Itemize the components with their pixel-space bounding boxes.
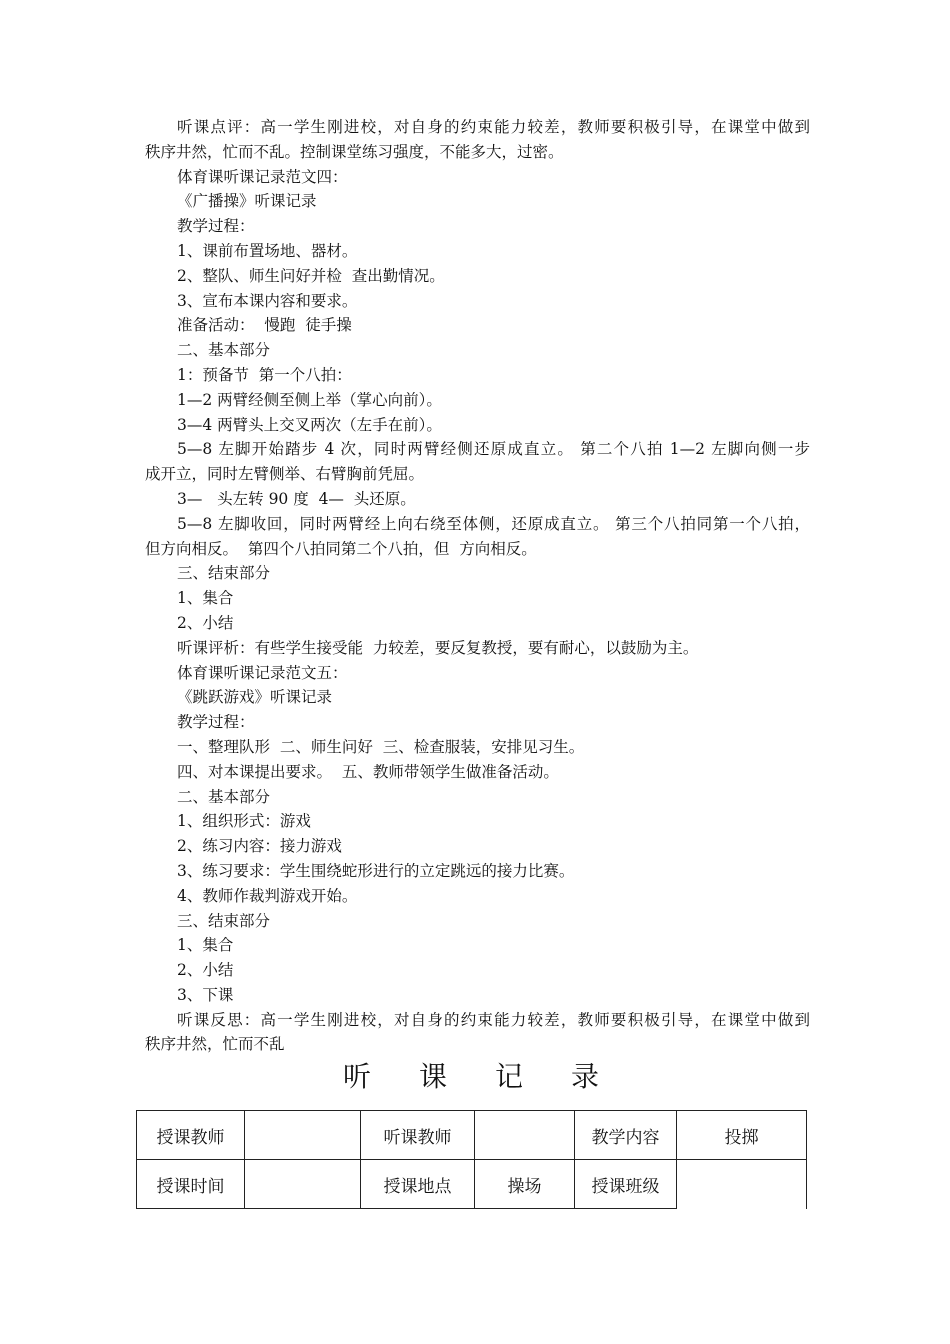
lesson-record-table (136, 1110, 807, 1209)
text-line: 教学过程： (177, 217, 255, 236)
table-cell: 听课教师 (361, 1111, 475, 1160)
table-cell (475, 1111, 575, 1160)
table-cell (245, 1111, 361, 1160)
text-line: 三、结束部分 (177, 564, 271, 583)
text-line: 3、练习要求：学生围绕蛇形进行的立定跳远的接力比赛。 (177, 861, 575, 880)
text-line: 5—8 左脚收回，同时两臂经上向右绕至体侧，还原成直立。 第三个八拍同第一个八拍， (177, 514, 810, 533)
table-cell: 投掷 (677, 1111, 807, 1160)
table-cell: 授课教师 (137, 1111, 245, 1160)
text-line: 秩序井然，忙而不乱。控制课堂练习强度，不能多大，过密。 (145, 142, 564, 161)
text-line: 四、对本课提出要求。 五、教师带领学生做准备活动。 (177, 762, 559, 781)
text-line: 1、集合 (177, 936, 234, 955)
lesson-notes-text (145, 115, 810, 1057)
text-line: 听课反思：高一学生刚进校，对自身的约束能力较差，教师要积极引导，在课堂中做到 (177, 1010, 810, 1029)
text-line: 教学过程： (177, 713, 255, 732)
text-line: 一、整理队形 二、师生问好 三、检查服装，安排见习生。 (177, 737, 585, 756)
text-line: 3— 头左转 90 度 4— 头还原。 (177, 489, 416, 508)
text-line: 3、宣布本课内容和要求。 (177, 291, 358, 310)
text-line: 3—4 两臂头上交叉两次（左手在前）。 (177, 415, 442, 434)
text-line: 听课评析：有些学生接受能 力较差，要反复教授，要有耐心，以鼓励为主。 (177, 638, 699, 657)
text-line: 2、小结 (177, 613, 234, 632)
text-line: 但方向相反。 第四个八拍同第二个八拍，但 方向相反。 (145, 539, 537, 558)
text-line: 体育课听课记录范文五： (177, 663, 348, 682)
text-line: 1、课前布置场地、器材。 (177, 241, 358, 260)
text-line: 5—8 左脚开始踏步 4 次，同时两臂经侧还原成直立。 第二个八拍 1—2 左脚向侧一步 (177, 440, 810, 459)
table-cell: 操场 (475, 1160, 575, 1209)
table-cell: 教学内容 (575, 1111, 677, 1160)
text-line: 成开立，同时左臂侧举、右臂胸前凭屈。 (145, 465, 425, 484)
text-line: 三、结束部分 (177, 911, 271, 930)
text-line: 体育课听课记录范文四： (177, 167, 348, 186)
record-title: 听课记录 (342, 1060, 647, 1093)
text-line: 二、基本部分 (177, 787, 271, 806)
text-line: 1、组织形式：游戏 (177, 812, 311, 831)
text-line: 2、练习内容：接力游戏 (177, 837, 342, 856)
table-cell: 授课地点 (361, 1160, 475, 1209)
text-line: 1、集合 (177, 589, 234, 608)
text-line: 2、整队、师生问好并检 查出勤情况。 (177, 266, 445, 285)
text-line: 准备活动： 慢跑 徒手操 (177, 316, 352, 335)
table-row (137, 1111, 807, 1160)
text-line: 4、教师作裁判游戏开始。 (177, 886, 358, 905)
table-row (137, 1160, 807, 1209)
text-line: 《广播操》听课记录 (177, 192, 317, 211)
text-line: 《跳跃游戏》听课记录 (177, 688, 333, 707)
text-line: 1—2 两臂经侧至侧上举（掌心向前）。 (177, 390, 442, 409)
text-line: 听课点评：高一学生刚进校，对自身的约束能力较差，教师要积极引导，在课堂中做到 (177, 118, 810, 136)
table-cell (677, 1160, 807, 1209)
table-cell: 授课班级 (575, 1160, 677, 1209)
table-cell: 授课时间 (137, 1160, 245, 1209)
text-line: 1：预备节 第一个八拍： (177, 365, 352, 384)
text-line: 秩序井然，忙而不乱 (145, 1035, 285, 1054)
table-cell (245, 1160, 361, 1209)
text-line: 二、基本部分 (177, 341, 271, 360)
text-line: 2、小结 (177, 961, 234, 980)
text-line: 3、下课 (177, 985, 234, 1004)
